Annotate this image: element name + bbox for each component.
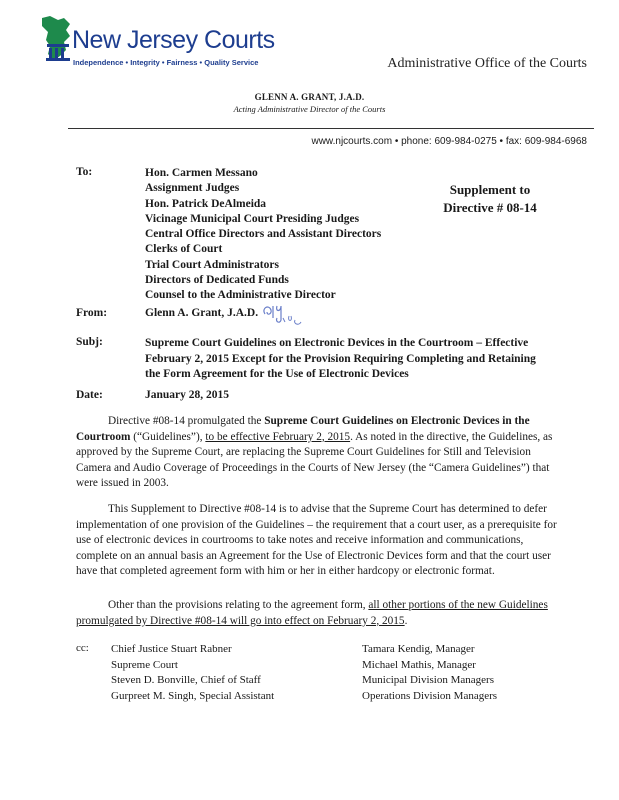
cc-recipient: Gurpreet M. Singh, Special Assistant <box>111 689 275 702</box>
p1-text-e: . As noted in the directive, the Guidelines, as approved by the Supreme Court, are replacing the Supreme Court Guidelines for Still and Television Camera and Audio Coverage of Proceedings in the Courts of New Jersey (the “Camera Guidelines”) that were issued in 2003. <box>76 430 553 490</box>
header-divider <box>68 128 594 129</box>
recipient: Central Office Directors and Assistant Directors <box>145 228 382 241</box>
date-label: Date: <box>76 389 103 401</box>
nj-courts-logo-icon <box>36 14 76 64</box>
from-label: From: <box>76 307 108 319</box>
cc-recipient: Chief Justice Stuart Rabner <box>111 643 232 655</box>
cc-recipient: Supreme Court <box>111 658 178 671</box>
p3-text-a: Other than the provisions relating to the agreement form, <box>108 599 369 611</box>
p2-text: This Supplement to Directive #08-14 is to advise that the Supreme Court has determined to defer implementation of one provision of the Guidelines – the requirement that a court user, as a prerequisite for use of electronic devices in courtrooms to take notes and receive information and communications, complete on an annual basis an Agreement for the Use of Electronic Devices form and that the court user have that completed agreement form with him or her in either hardcopy or electronic format. <box>76 503 557 578</box>
cc-recipient: Steven D. Bonville, Chief of Staff <box>111 674 261 687</box>
supplement-heading <box>425 181 555 217</box>
p1-text-a: Directive #08-14 promulgated the <box>108 415 265 427</box>
recipient: Hon. Patrick DeAlmeida <box>145 197 267 210</box>
recipient-list <box>145 166 381 304</box>
effective-date-underlined: to be effective February 2, 2015 <box>205 430 351 443</box>
recipient: Clerks of Court <box>145 243 223 256</box>
recipient: Counsel to the Administrative Director <box>145 289 336 302</box>
supplement-line-2: Directive # 08-14 <box>443 200 537 215</box>
cc-recipient: Tamara Kendig, Manager <box>362 643 475 655</box>
from-value: Glenn A. Grant, J.A.D. <box>145 307 259 319</box>
handwritten-initials-signature <box>255 298 315 328</box>
recipient: Hon. Carmen Messano <box>145 167 258 179</box>
cc-recipient: Municipal Division Managers <box>362 674 494 687</box>
effective-statement-underlined: all other portions of the new Guidelines promulgated by Directive #08-14 will go into effect on February 2, 2015 <box>76 599 548 627</box>
logo-name: New Jersey Courts <box>72 26 275 54</box>
cc-label: cc: <box>76 642 89 654</box>
p1-text-c: (“Guidelines”), <box>130 430 206 443</box>
recipient: Trial Court Administrators <box>145 258 279 271</box>
guidelines-title: Supreme Court Guidelines on Electronic Devices in the Courtroom <box>76 415 530 443</box>
subj-label: Subj: <box>76 336 103 348</box>
director-title: Acting Administrative Director of the Courts <box>233 104 386 114</box>
p3-text-c: . <box>404 614 408 627</box>
contact-line: www.njcourts.com • phone: 609-984-0275 • fax: 609-984-6968 <box>311 136 587 147</box>
cc-list-right <box>362 642 497 704</box>
recipient: Directors of Dedicated Funds <box>145 274 289 287</box>
date-value: January 28, 2015 <box>145 389 230 401</box>
recipient: Vicinage Municipal Court Presiding Judges <box>145 212 360 225</box>
supplement-line-1: Supplement to <box>449 182 531 197</box>
to-label: To: <box>76 166 93 178</box>
paragraph-3 <box>76 598 566 629</box>
office-name: Administrative Office of the Courts <box>387 56 587 71</box>
paragraph-2 <box>76 502 566 580</box>
subject-text: Supreme Court Guidelines on Electronic Devices in the Courtroom – Effective February 2, 2015 Except for the Provision Requiring Completing and Retaining the Form Agreement for the Use of Electronic Devices <box>145 337 536 380</box>
cc-list-left <box>111 642 274 704</box>
paragraph-1 <box>76 414 566 492</box>
cc-recipient: Michael Mathis, Manager <box>362 658 476 671</box>
director-name: GLENN A. GRANT, J.A.D. <box>254 92 365 102</box>
cc-recipient: Operations Division Managers <box>362 689 498 702</box>
recipient: Assignment Judges <box>145 182 240 195</box>
logo-tagline: Independence • Integrity • Fairness • Quality Service <box>73 58 259 67</box>
